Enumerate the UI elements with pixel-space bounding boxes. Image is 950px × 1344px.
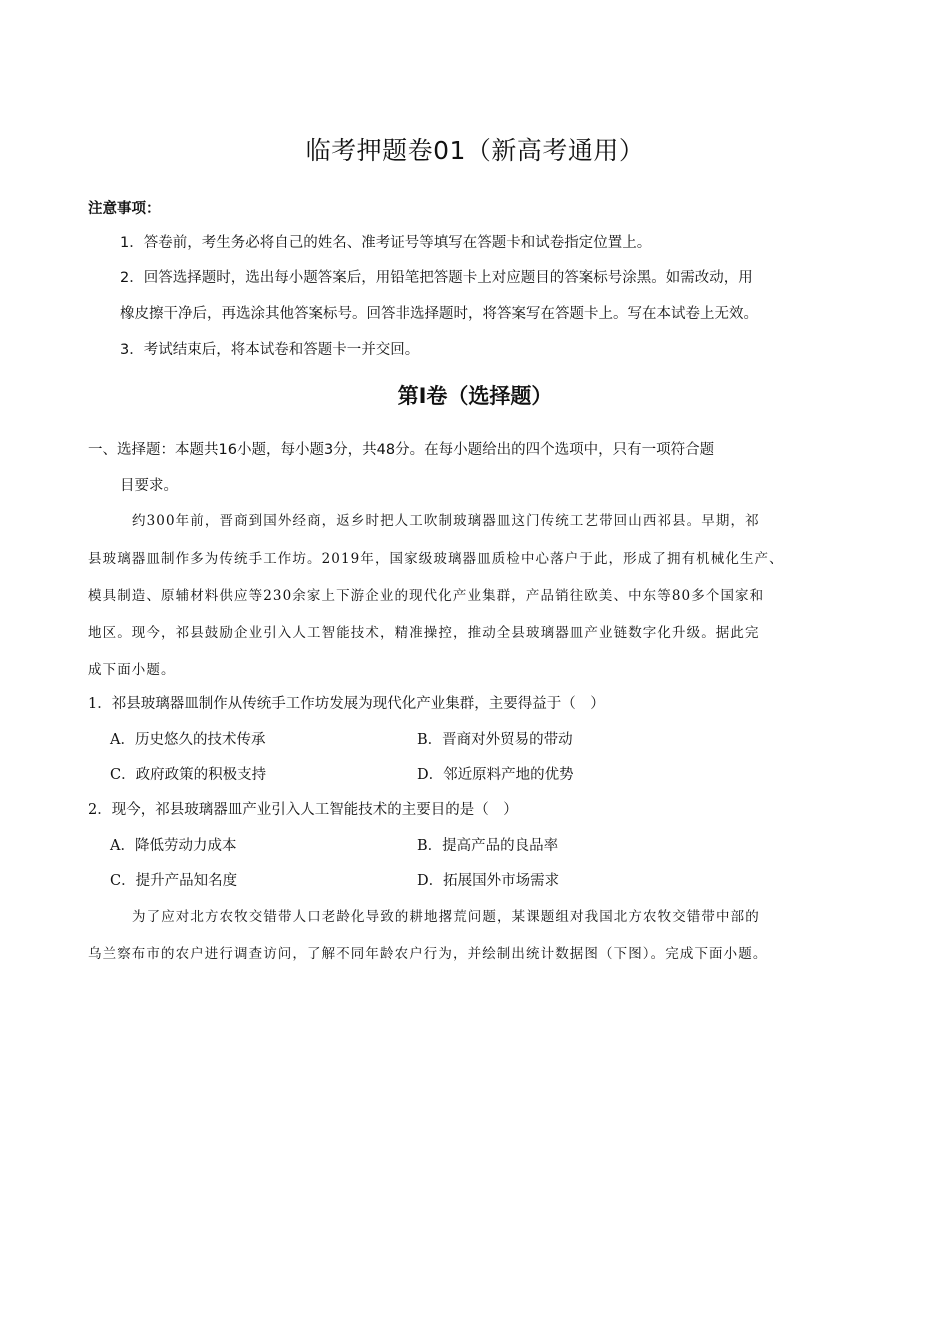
question-1-option-c: C．政府政策的积极支持 (110, 767, 267, 783)
part-heading-cont: 目要求。 (120, 478, 178, 494)
notice-item-3: 3．考试结束后，将本试卷和答题卡一并交回。 (120, 342, 420, 358)
material-1-line-5: 成下面小题。 (88, 662, 176, 678)
question-2-option-d: D．拓展国外市场需求 (417, 873, 560, 889)
question-1-stem: 1．祁县玻璃器皿制作从传统手工作坊发展为现代化产业集群，主要得益于（ ） (88, 696, 605, 712)
part-heading: 一、选择题：本题共16小题，每小题3分，共48分。在每小题给出的四个选项中，只有一项符合题 (88, 442, 715, 458)
material-1-line-3: 模具制造、原辅材料供应等230余家上下游企业的现代化产业集群，产品销往欧美、中东等80多个国家和 (88, 588, 765, 604)
question-2-option-a: A．降低劳动力成本 (110, 838, 237, 854)
section-title: 第Ⅰ卷（选择题） (397, 384, 553, 408)
notice-item-1: 1．答卷前，考生务必将自己的姓名、准考证号等填写在答题卡和试卷指定位置上。 (120, 235, 652, 251)
material-1-line-2: 县玻璃器皿制作多为传统手工作坊。2019年，国家级玻璃器皿质检中心落户于此，形成了拥有机械化生产、 (88, 551, 784, 567)
question-1-option-b: B．晋商对外贸易的带动 (417, 732, 573, 748)
question-2-stem: 2．现今，祁县玻璃器皿产业引入人工智能技术的主要目的是（ ） (88, 802, 518, 818)
question-1-option-a: A．历史悠久的技术传承 (110, 732, 266, 748)
notice-heading: 注意事项： (88, 201, 161, 217)
material-1-line-4: 地区。现今，祁县鼓励企业引入人工智能技术，精准操控，推动全县玻璃器皿产业链数字化升级。据此完 (88, 625, 760, 641)
question-1-option-d: D．邻近原料产地的优势 (417, 767, 574, 783)
material-2-line-2: 乌兰察布市的农户进行调查访问，了解不同年龄农户行为，并绘制出统计数据图（下图）。完成下面小题。 (88, 946, 768, 962)
exam-title: 临考押题卷01（新高考通用） (305, 136, 645, 165)
notice-item-2: 2．回答选择题时，选出每小题答案后，用铅笔把答题卡上对应题目的答案标号涂黑。如需改动，用 (120, 270, 753, 286)
notice-item-2-cont: 橡皮擦干净后，再选涂其他答案标号。回答非选择题时，将答案写在答题卡上。写在本试卷上无效。 (120, 306, 758, 322)
question-2-option-c: C．提升产品知名度 (110, 873, 238, 889)
material-2-line-1: 为了应对北方农牧交错带人口老龄化导致的耕地撂荒问题，某课题组对我国北方农牧交错带中部的 (132, 909, 760, 925)
material-1-line-1: 约300年前，晋商到国外经商，返乡时把人工吹制玻璃器皿这门传统工艺带回山西祁县。早期，祁 (132, 513, 760, 529)
question-2-option-b: B．提高产品的良品率 (417, 838, 559, 854)
